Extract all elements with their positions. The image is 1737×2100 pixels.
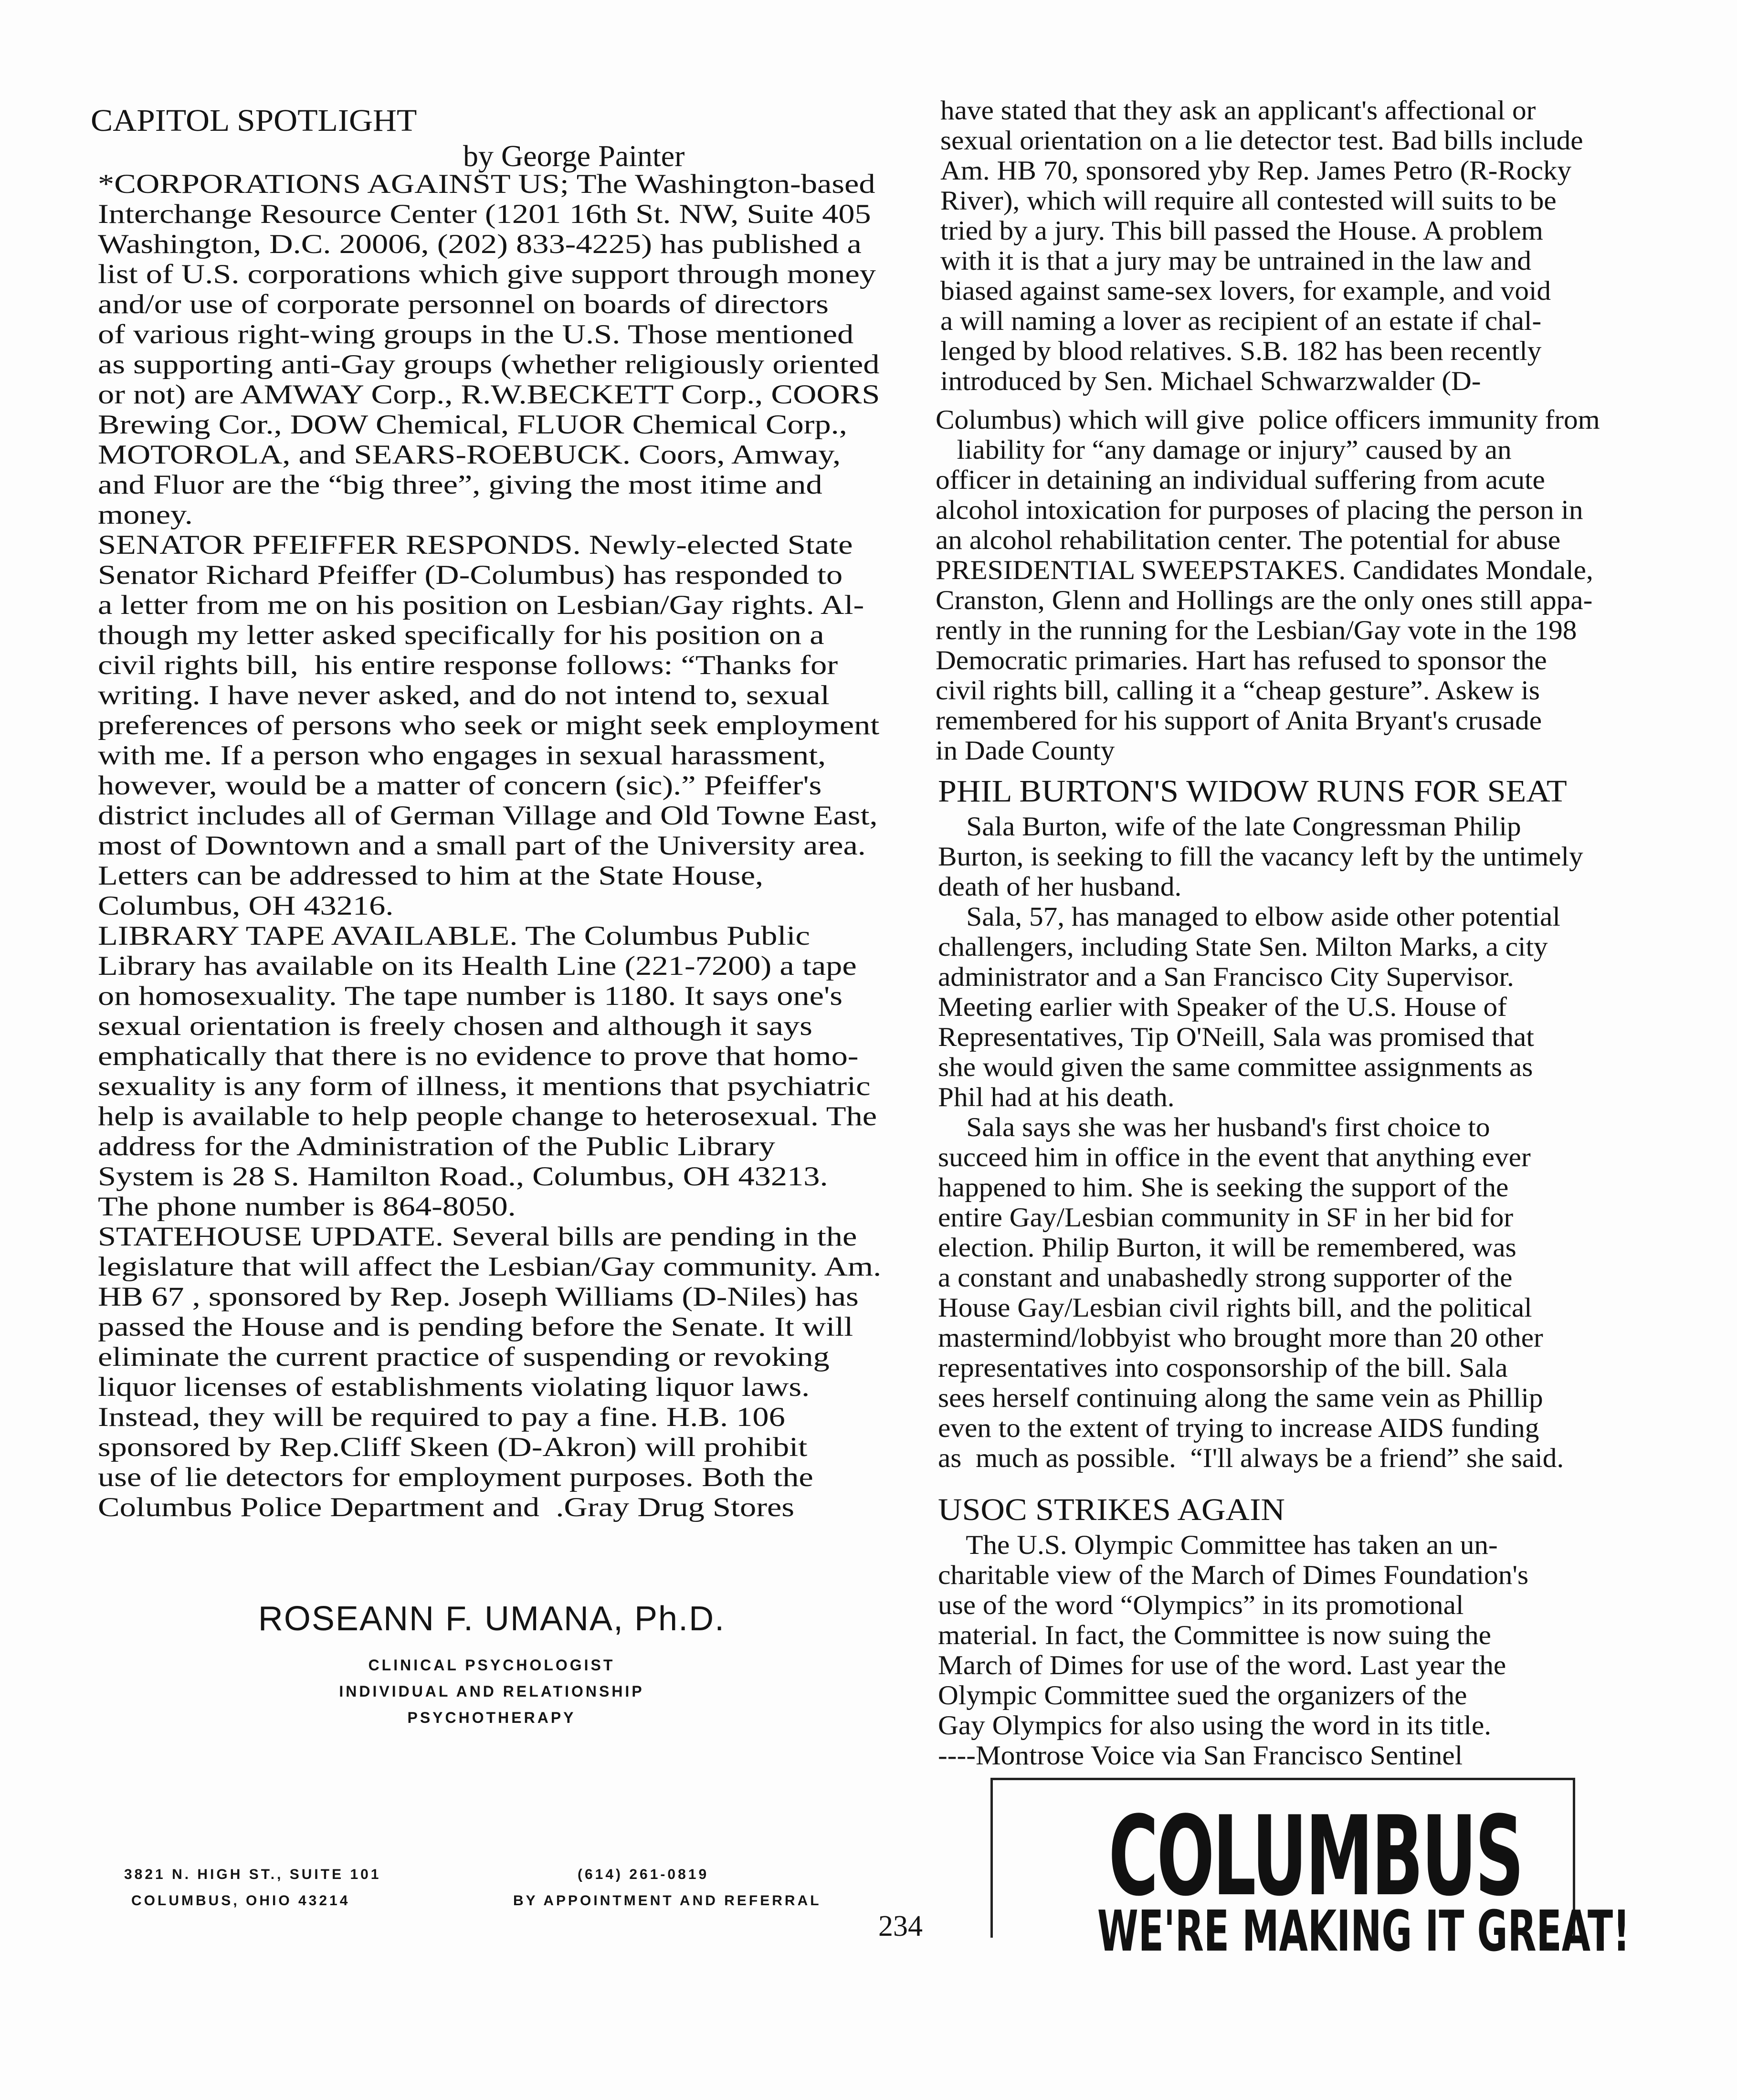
text-line: writing. I have never asked, and do not intend to, sexual	[98, 680, 830, 710]
text-line: on homosexuality. The tape number is 1180. It says one's	[98, 981, 842, 1011]
text-line: civil rights bill, calling it a “cheap gesture”. Askew is	[936, 675, 1540, 706]
burton-heading: PHIL BURTON'S WIDOW RUNS FOR SEAT	[938, 774, 1567, 809]
text-line: death of her husband.	[938, 872, 1182, 902]
text-line: passed the House and is pending before the Senate. It will	[98, 1312, 853, 1342]
text-line: sees herself continuing along the same vein as Phillip	[938, 1383, 1543, 1413]
text-line: Columbus Police Department and .Gray Drug Stores	[98, 1492, 794, 1522]
text-line: with me. If a person who engages in sexual harassment,	[98, 740, 826, 770]
text-line: most of Downtown and a small part of the University area.	[98, 831, 866, 861]
text-line: *CORPORATIONS AGAINST US; The Washington-based	[98, 169, 875, 199]
ad-subtitle: PSYCHOTHERAPY	[407, 1709, 576, 1726]
text-line: money.	[98, 500, 193, 530]
ad-address: 3821 N. HIGH ST., SUITE 101	[124, 1867, 381, 1882]
text-line: Sala Burton, wife of the late Congressman Philip	[938, 812, 1521, 842]
text-line: ----Montrose Voice via San Francisco Sentinel	[938, 1741, 1463, 1771]
right-column-continuation	[940, 95, 1583, 396]
text-line: Am. HB 70, sponsored yby Rep. James Petro (R-Rocky	[940, 156, 1572, 186]
burton-article	[938, 812, 1583, 1473]
text-line: with it is that a jury may be untrained in the law and	[940, 246, 1532, 276]
text-line: charitable view of the March of Dimes Foundation's	[938, 1560, 1529, 1590]
text-line: PRESIDENTIAL SWEEPSTAKES. Candidates Mondale,	[936, 555, 1593, 585]
text-line: MOTOROLA, and SEARS-ROEBUCK. Coors, Amway,	[98, 440, 841, 470]
text-line: in Dade County	[936, 736, 1115, 766]
column-title: CAPITOL SPOTLIGHT	[91, 103, 417, 138]
text-line: March of Dimes for use of the word. Last year the	[938, 1650, 1506, 1680]
text-line: Sala says she was her husband's first choice to	[938, 1112, 1490, 1142]
text-line: Letters can be addressed to him at the State House,	[98, 861, 764, 891]
text-line: lenged by blood relatives. S.B. 182 has been recently	[940, 336, 1542, 366]
text-line: Gay Olympics for also using the word in its title.	[938, 1710, 1492, 1741]
text-line: liability for “any damage or injury” caused by an	[936, 435, 1512, 465]
text-line: remembered for his support of Anita Bryant's crusade	[936, 706, 1542, 736]
promo-tagline: WE'RE MAKING IT GREAT!	[1097, 1898, 1630, 1964]
text-line: Brewing Cor., DOW Chemical, FLUOR Chemical Corp.,	[98, 410, 847, 440]
text-line: Instead, they will be required to pay a fine. H.B. 106	[98, 1402, 785, 1432]
text-line: and/or use of corporate personnel on boards of directors	[98, 289, 829, 319]
left-column-text	[98, 169, 881, 1522]
text-line: Phil had at his death.	[938, 1082, 1175, 1112]
text-line: even to the extent of trying to increase AIDS funding	[938, 1413, 1539, 1443]
text-line: STATEHOUSE UPDATE. Several bills are pending in the	[98, 1222, 857, 1252]
ad-subtitle: CLINICAL PSYCHOLOGIST	[368, 1657, 615, 1674]
right-column-continuation-2	[936, 405, 1600, 766]
text-line: House Gay/Lesbian civil rights bill, and the political	[938, 1293, 1532, 1323]
ad-city: COLUMBUS, OHIO 43214	[131, 1893, 350, 1909]
text-line: an alcohol rehabilitation center. The potential for abuse	[936, 525, 1561, 555]
text-line: list of U.S. corporations which give support through money	[98, 259, 876, 289]
text-line: alcohol intoxication for purposes of placing the person in	[936, 495, 1583, 525]
text-line: use of the word “Olympics” in its promotional	[938, 1590, 1464, 1620]
text-line: rently in the running for the Lesbian/Gay vote in the 198	[936, 615, 1577, 645]
text-line: Columbus, OH 43216.	[98, 891, 394, 921]
text-line: a will naming a lover as recipient of an estate if chal-	[940, 306, 1542, 336]
text-line: though my letter asked specifically for his position on a	[98, 620, 824, 650]
text-line: entire Gay/Lesbian community in SF in her bid for	[938, 1203, 1514, 1233]
text-line: have stated that they ask an applicant's affectional or	[940, 95, 1536, 126]
text-line: introduced by Sen. Michael Schwarzwalder (D-	[940, 366, 1481, 396]
text-line: Representatives, Tip O'Neill, Sala was promised that	[938, 1022, 1534, 1052]
text-line: Sala, 57, has managed to elbow aside other potential	[938, 902, 1560, 932]
text-line: LIBRARY TAPE AVAILABLE. The Columbus Public	[98, 921, 810, 951]
text-line: a constant and unabashedly strong supporter of the	[938, 1263, 1513, 1293]
text-line: Columbus) which will give police officers immunity from	[936, 405, 1600, 435]
text-line: a letter from me on his position on Lesbian/Gay rights. Al-	[98, 590, 864, 620]
text-line: she would given the same committee assignments as	[938, 1052, 1533, 1082]
text-line: legislature that will affect the Lesbian/Gay community. Am.	[98, 1252, 882, 1282]
text-line: tried by a jury. This bill passed the House. A problem	[940, 216, 1543, 246]
text-line: System is 28 S. Hamilton Road., Columbus, OH 43213.	[98, 1161, 828, 1192]
text-line: Cranston, Glenn and Hollings are the only ones still appa-	[936, 585, 1593, 615]
text-line: happened to him. She is seeking the support of the	[938, 1172, 1509, 1203]
text-line: The U.S. Olympic Committee has taken an un-	[938, 1530, 1498, 1560]
text-line: sexuality is any form of illness, it mentions that psychiatric	[98, 1071, 871, 1101]
ad-phone: (614) 261-0819	[578, 1867, 709, 1882]
promo-title: COLUMBUS	[1108, 1793, 1523, 1921]
text-line: material. In fact, the Committee is now suing the	[938, 1620, 1491, 1650]
text-line: liquor licenses of establishments violating liquor laws.	[98, 1372, 810, 1402]
text-line: biased against same-sex lovers, for example, and void	[940, 276, 1551, 306]
ad-subtitle: INDIVIDUAL AND RELATIONSHIP	[339, 1683, 644, 1700]
text-line: administrator and a San Francisco City Supervisor.	[938, 962, 1514, 992]
text-line: as much as possible. “I'll always be a friend” she said.	[938, 1443, 1564, 1473]
text-line: sponsored by Rep.Cliff Skeen (D-Akron) will prohibit	[98, 1432, 808, 1462]
text-line: as supporting anti-Gay groups (whether religiously oriented	[98, 349, 880, 380]
text-line: civil rights bill, his entire response follows: “Thanks for	[98, 650, 838, 680]
text-line: address for the Administration of the Public Library	[98, 1131, 775, 1161]
text-line: SENATOR PFEIFFER RESPONDS. Newly-elected State	[98, 530, 853, 560]
text-line: Meeting earlier with Speaker of the U.S. House of	[938, 992, 1507, 1022]
text-line: district includes all of German Village and Old Towne East,	[98, 801, 878, 831]
text-line: or not) are AMWAY Corp., R.W.BECKETT Corp., COORS	[98, 380, 880, 410]
text-line: sexual orientation is freely chosen and although it says	[98, 1011, 812, 1041]
text-line: help is available to help people change to heterosexual. The	[98, 1101, 877, 1131]
text-line: Washington, D.C. 20006, (202) 833-4225) has published a	[98, 229, 862, 259]
text-line: Interchange Resource Center (1201 16th St. NW, Suite 405	[98, 199, 871, 229]
text-line: Library has available on its Health Line (221-7200) a tape	[98, 951, 857, 981]
page-number: 234	[878, 1910, 923, 1942]
text-line: however, would be a matter of concern (sic).” Pfeiffer's	[98, 770, 822, 801]
text-line: HB 67 , sponsored by Rep. Joseph Williams (D-Niles) has	[98, 1282, 859, 1312]
text-line: challengers, including State Sen. Milton Marks, a city	[938, 932, 1548, 962]
text-line: representatives into cosponsorship of the bill. Sala	[938, 1353, 1508, 1383]
ad-name: ROSEANN F. UMANA, Ph.D.	[258, 1600, 726, 1638]
text-line: of various right-wing groups in the U.S. Those mentioned	[98, 319, 854, 349]
text-line: succeed him in office in the event that anything ever	[938, 1142, 1531, 1172]
text-line: preferences of persons who seek or might seek employment	[98, 710, 880, 740]
text-line: and Fluor are the “big three”, giving the most itime and	[98, 470, 822, 500]
text-line: election. Philip Burton, it will be remembered, was	[938, 1233, 1516, 1263]
usoc-article	[938, 1530, 1528, 1771]
text-line: use of lie detectors for employment purposes. Both the	[98, 1462, 813, 1492]
text-line: officer in detaining an individual suffering from acute	[936, 465, 1545, 495]
text-line: The phone number is 864-8050.	[98, 1192, 516, 1222]
text-line: mastermind/lobbyist who brought more than 20 other	[938, 1323, 1543, 1353]
text-line: eliminate the current practice of suspending or revoking	[98, 1342, 830, 1372]
text-line: Olympic Committee sued the organizers of the	[938, 1680, 1467, 1710]
byline: by George Painter	[463, 139, 685, 173]
text-line: sexual orientation on a lie detector test. Bad bills include	[940, 126, 1583, 156]
text-line: Burton, is seeking to fill the vacancy left by the untimely	[938, 842, 1583, 872]
text-line: River), which will require all contested will suits to be	[940, 186, 1557, 216]
ad-referral: BY APPOINTMENT AND REFERRAL	[513, 1893, 821, 1909]
text-line: Democratic primaries. Hart has refused to sponsor the	[936, 645, 1547, 675]
text-line: Senator Richard Pfeiffer (D-Columbus) has responded to	[98, 560, 843, 590]
text-line: emphatically that there is no evidence to prove that homo-	[98, 1041, 859, 1071]
usoc-heading: USOC STRIKES AGAIN	[938, 1492, 1285, 1527]
